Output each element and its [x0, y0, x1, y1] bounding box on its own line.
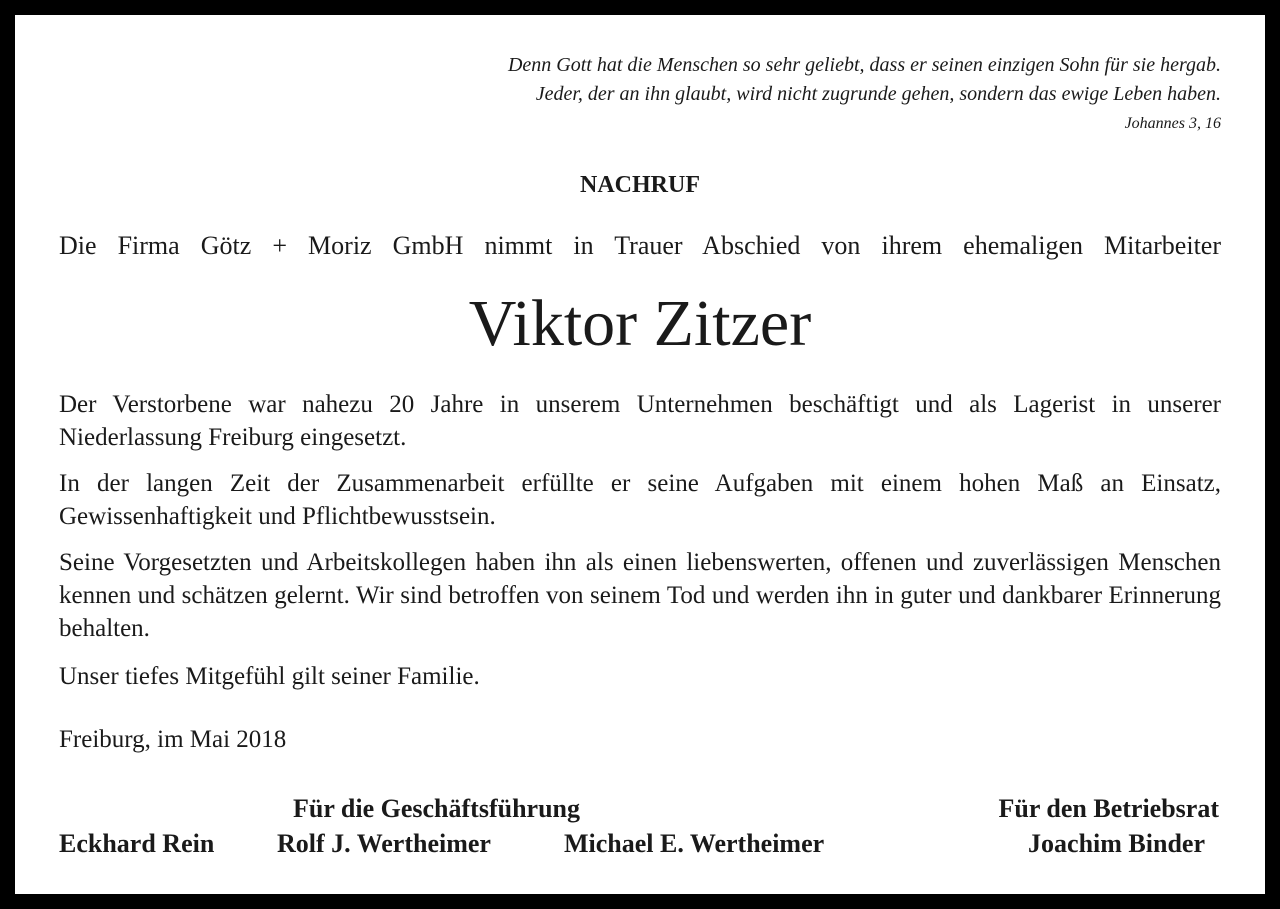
- bible-verse-line-2: Jeder, der an ihn glaubt, wird nicht zugrunde gehen, sondern das ewige Leben haben.: [535, 83, 1221, 105]
- signature-name: Eckhard Rein: [59, 829, 215, 858]
- intro-line: Die Firma Götz + Moriz GmbH nimmt in Trauer Abschied von ihrem ehemaligen Mitarbeiter: [59, 231, 1221, 260]
- place-and-date: Freiburg, im Mai 2018: [59, 726, 287, 753]
- deceased-name: Viktor Zitzer: [468, 287, 812, 360]
- signature-name: Joachim Binder: [1028, 829, 1205, 858]
- paragraph-employment: Der Verstorbene war nahezu 20 Jahre in unserem Unternehmen beschäftigt und als Lagerist in unserer Niederlassung Freiburg eingesetzt.: [59, 391, 1221, 451]
- notice-heading: NACHRUF: [580, 172, 700, 198]
- signature-name: Rolf J. Wertheimer: [277, 829, 491, 858]
- bible-verse-line-1: Denn Gott hat die Menschen so sehr geliebt, dass er seinen einzigen Sohn für sie hergab.: [507, 54, 1221, 76]
- paragraph-dedication: In der langen Zeit der Zusammenarbeit erfüllte er seine Aufgaben mit einem hohen Maß an Einsatz, Gewissenhaftigkeit und Pflichtbewusstsein.: [59, 470, 1221, 530]
- paragraph-condolence: Unser tiefes Mitgefühl gilt seiner Familie.: [59, 663, 480, 690]
- obituary-notice: [15, 15, 1265, 894]
- management-heading: Für die Geschäftsführung: [293, 794, 580, 823]
- works-council-heading: Für den Betriebsrat: [998, 794, 1219, 823]
- paragraph-colleagues: Seine Vorgesetzten und Arbeitskollegen haben ihn als einen liebenswerten, offenen und zuverlässigen Menschen kennen und schätzen gelernt. Wir sind betroffen von seinem Tod und werden ihn in guter und dankbarer Erinnerung behalten.: [59, 549, 1221, 642]
- signature-name: Michael E. Wertheimer: [564, 829, 825, 858]
- bible-verse-reference: Johannes 3, 16: [1124, 115, 1221, 132]
